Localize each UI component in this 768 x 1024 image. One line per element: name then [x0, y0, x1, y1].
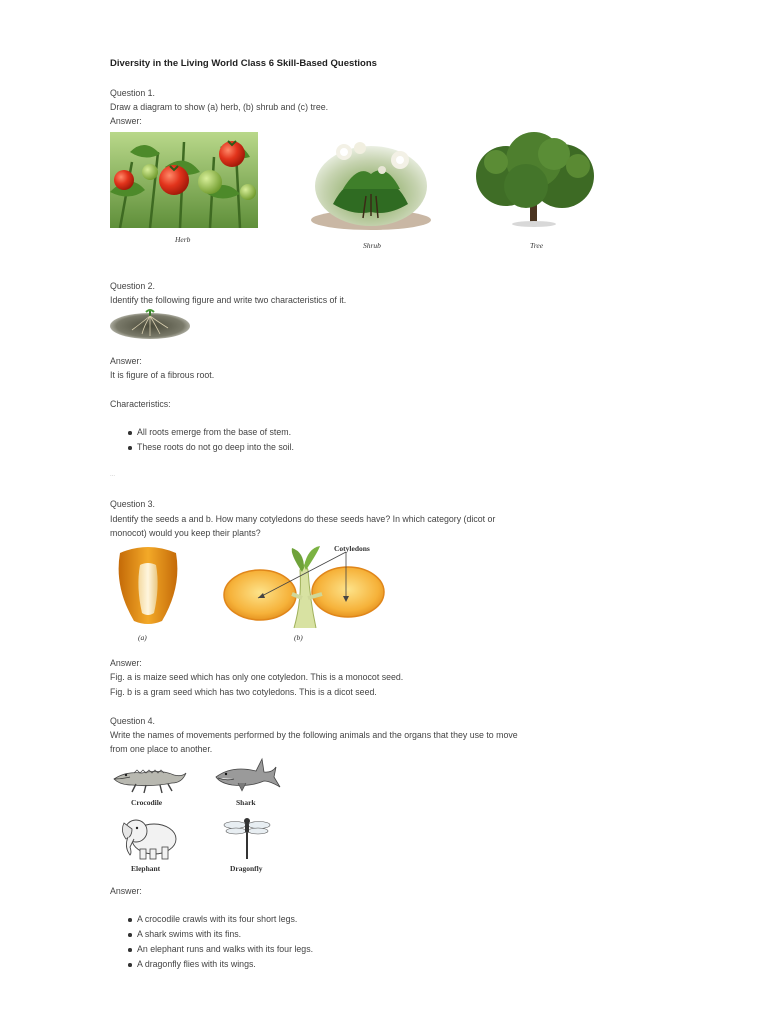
q1-text: Draw a diagram to show (a) herb, (b) shrub and (c) tree. [110, 102, 329, 112]
list-item: All roots emerge from the base of stem. [137, 425, 294, 440]
elephant-caption: Elephant [131, 864, 161, 873]
q3-answer-label: Answer: [110, 658, 142, 668]
dragonfly-image [222, 815, 272, 861]
q3-answer-line2: Fig. b is a gram seed which has two cotyledons. This is a dicot seed. [110, 687, 377, 697]
q2-answer: It is figure of a fibrous root. [110, 370, 215, 380]
crocodile-caption: Crocodile [131, 798, 163, 807]
q2-characteristics-label: Characteristics: [110, 399, 171, 409]
tree-caption: Tree [530, 241, 544, 250]
shrub-image [308, 134, 434, 230]
q4-label: Question 4. [110, 716, 155, 726]
list-item: A shark swims with its fins. [137, 927, 313, 942]
q1-answer-label: Answer: [110, 116, 142, 126]
fig-a-caption: (a) [138, 633, 147, 642]
q4-answer-label: Answer: [110, 886, 142, 896]
shark-caption: Shark [236, 798, 256, 807]
q3-answer-line1: Fig. a is maize seed which has only one cotyledon. This is a monocot seed. [110, 672, 404, 682]
q3-text-line1: Identify the seeds a and b. How many cotyledons do these seeds have? In which category (dicot or [110, 514, 496, 524]
herb-image [110, 132, 258, 228]
q2-bullet-list [110, 425, 294, 455]
shark-image [212, 757, 282, 793]
list-item: An elephant runs and walks with its four legs. [137, 942, 313, 957]
q3-text-line2: monocot) would you keep their plants? [110, 528, 261, 538]
list-item: A crocodile crawls with its four short legs. [137, 912, 313, 927]
q4-bullet-list [110, 912, 313, 972]
q4-text-line1: Write the names of movements performed by the following animals and the organs that they use to move [110, 730, 518, 740]
tree-image [466, 132, 604, 230]
shrub-caption: Shrub [363, 241, 381, 250]
gram-seed-diagram [222, 540, 386, 630]
q2-text: Identify the following figure and write two characteristics of it. [110, 295, 347, 305]
dragonfly-caption: Dragonfly [230, 864, 263, 873]
q2-label: Question 2. [110, 281, 155, 291]
list-item: A dragonfly flies with its wings. [137, 957, 313, 972]
q1-label: Question 1. [110, 88, 155, 98]
crocodile-image [112, 757, 188, 795]
fig-b-caption: (b) [294, 633, 303, 642]
maize-seed-image [112, 543, 184, 627]
page-title: Diversity in the Living World Class 6 Skill-Based Questions [110, 58, 377, 69]
fibrous-root-image [110, 308, 190, 340]
herb-caption: Herb [175, 235, 191, 244]
elephant-image [118, 813, 180, 861]
q3-label: Question 3. [110, 499, 155, 509]
list-item: These roots do not go deep into the soil. [137, 440, 294, 455]
separator-mark: ... [110, 472, 116, 478]
q2-answer-label: Answer: [110, 356, 142, 366]
q4-text-line2: from one place to another. [110, 744, 213, 754]
cotyledons-label: Cotyledons [334, 544, 370, 553]
